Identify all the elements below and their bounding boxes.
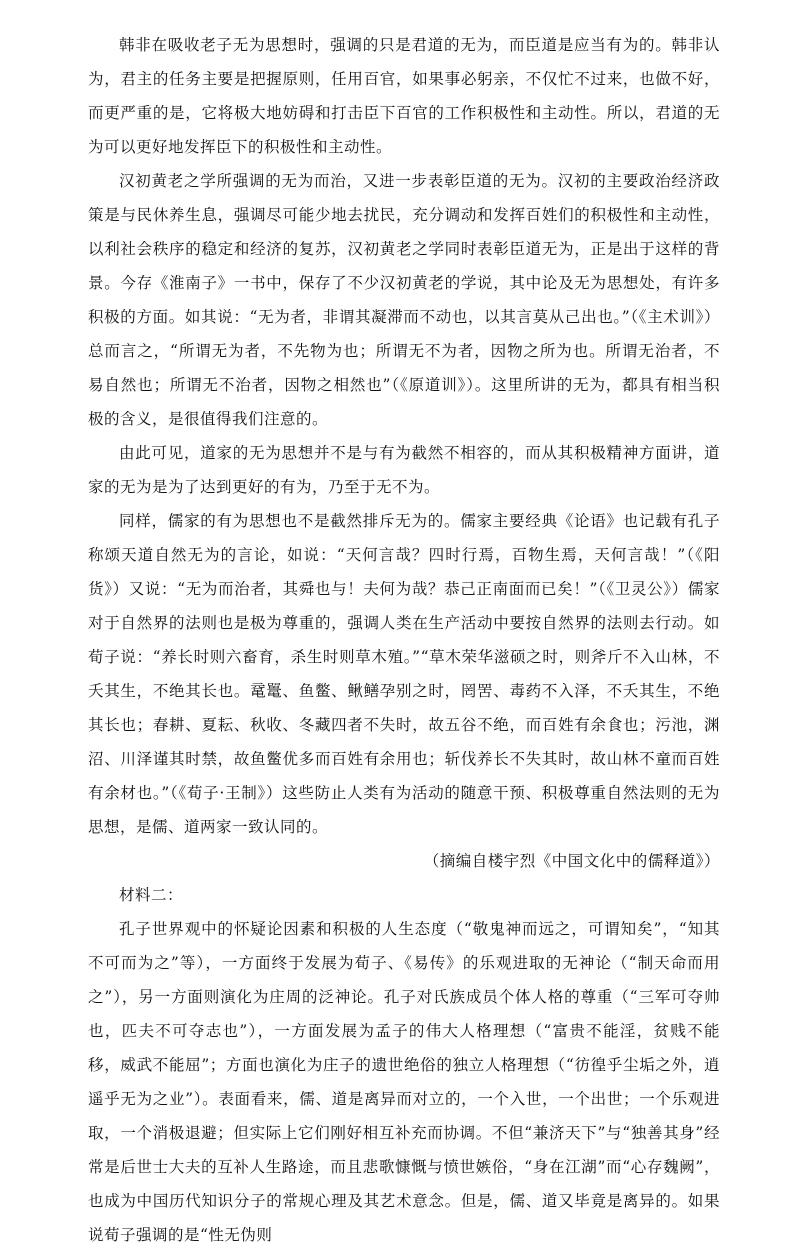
material-label: 材料二： [119,886,184,904]
body-paragraph: 同样，儒家的有为思想也不是截然排斥无为的。儒家主要经典《论语》也记载有孔子称颂天道自然无为的言论，如说：“天何言哉？四时行焉，百物生焉，天何言哉！”（《阳货》）又说：“无为而治者，其舜也与！夫何为哉？恭己正南面而已矣！”（《卫灵公》）儒家对于自然界的法则也是极为尊重的，强调人类在生产活动中要按自然界的法则去行动。如荀子说：“养长时则六畜育，杀生时则草木殖。”“草木荣华滋硕之时，则斧斤不入山林，不夭其生，不绝其长也。鼋鼍、鱼鳖、鳅鳝孕别之时，罔罟、毒药不入泽，不夭其生，不绝其长也；春耕、夏耘、秋收、冬藏四者不失时，故五谷不绝，而百姓有余食也；污池，渊沼、川泽谨其时禁，故鱼鳖优多而百姓有余用也；斩伐养长不失其时，故山林不童而百姓有余材也。”（《荀子·王制》）这些防止人类有为活动的随意干预、积极尊重自然法则的无为思想，是儒、道两家一致认同的。 [88,512,720,836]
body-paragraph: 孔子世界观中的怀疑论因素和积极的人生态度（“敬鬼神而远之，可谓知矣”，“知其不可而为之”等），一方面终于发展为荀子、《易传》的乐观进取的无神论（“制天命而用之”），另一方面则演化为庄周的泛神论。孔子对氏族成员个体人格的尊重（“三军可夺帅也，匹夫不可夺志也”），一方面发展为孟子的伟大人格理想（“富贵不能淫，贫贱不能移，威武不能屈”；方面也演化为庄子的遗世绝俗的独立人格理想（“彷徨乎尘垢之外，逍遥乎无为之业”）。表面看来，儒、道是离异而对立的，一个入世，一个出世；一个乐观进取，一个消极退避；但实际上它们刚好相互补充而协调。不但“兼济天下”与“独善其身”经常是后世士大夫的互补人生路途，而且悲歌慷慨与愤世嫉俗，“身在江湖”而“心存魏阙”，也成为中国历代知识分子的常规心理及其艺术意念。但是，儒、道又毕竟是离异的。如果说荀子强调的是“性无伪则 [88,920,720,1244]
document-page [88,28,720,1252]
source-citation: （摘编自楼宇烈《中国文化中的儒释道》） [423,852,720,870]
body-paragraph: 韩非在吸收老子无为思想时，强调的只是君道的无为，而臣道是应当有为的。韩非认为，君主的任务主要是把握原则，任用百官，如果事必躬亲，不仅忙不过来，也做不好，而更严重的是，它将极大地妨碍和打击臣下百官的工作积极性和主动性。所以，君道的无为可以更好地发挥臣下的积极性和主动性。 [88,36,720,156]
body-paragraph: 由此可见，道家的无为思想并不是与有为截然不相容的，而从其积极精神方面讲，道家的无为是为了达到更好的有为，乃至于无不为。 [88,444,720,496]
body-paragraph: 汉初黄老之学所强调的无为而治，又进一步表彰臣道的无为。汉初的主要政治经济政策是与民休养生息，强调尽可能少地去扰民，充分调动和发挥百姓们的积极性和主动性，以利社会秩序的稳定和经济的复苏，汉初黄老之学同时表彰臣道无为，正是出于这样的背景。今存《淮南子》一书中，保存了不少汉初黄老的学说，其中论及无为思想处，有许多积极的方面。如其说：“无为者，非谓其凝滞而不动也，以其言莫从己出也。”（《主术训》）总而言之，“所谓无为者，不先物为也；所谓无不为者，因物之所为也。所谓无治者，不易自然也；所谓无不治者，因物之相然也”（《原道训》）。这里所讲的无为，都具有相当积极的含义，是很值得我们注意的。 [88,172,720,428]
